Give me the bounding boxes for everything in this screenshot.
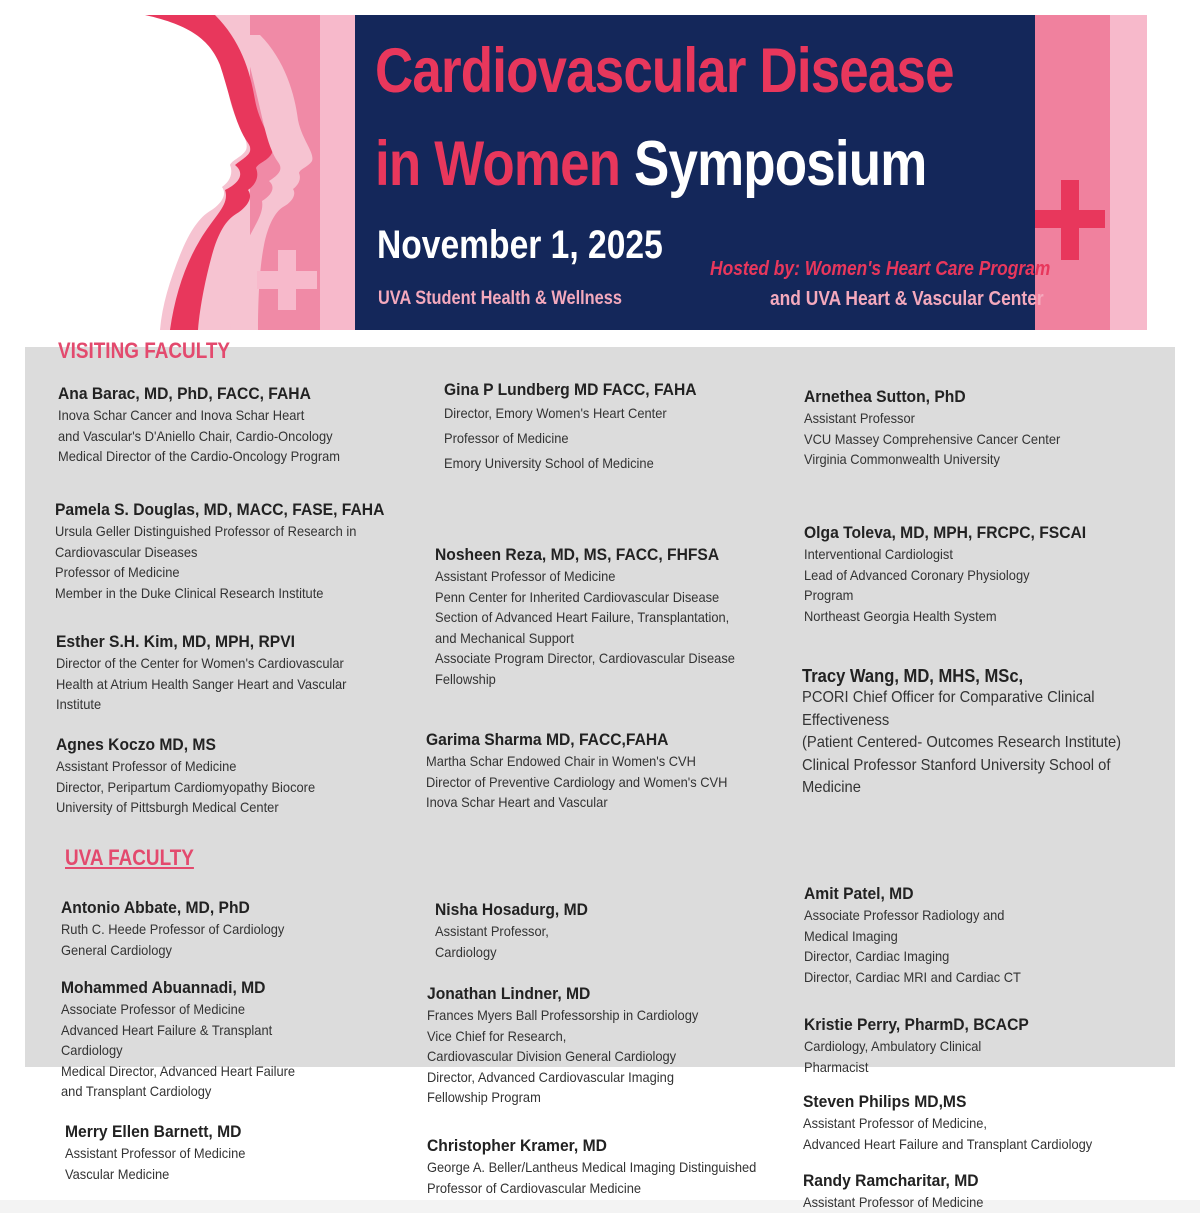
faculty-name: Nosheen Reza, MD, MS, FACC, FHFSA (435, 545, 720, 564)
faculty-title-line: (Patient Centered- Outcomes Research Institute) (802, 734, 1122, 751)
faculty-name: Ana Barac, MD, PhD, FACC, FAHA (58, 384, 311, 403)
faculty-name: Mohammed Abuannadi, MD (61, 978, 266, 997)
faculty-entry (61, 977, 315, 1102)
faculty-name: Pamela S. Douglas, MD, MACC, FASE, FAHA (55, 500, 385, 519)
faculty-title-line: Cardiovascular Diseases (55, 543, 198, 560)
faculty-title-line: Assistant Professor, (435, 923, 549, 939)
faculty-name: Kristie Perry, PharmD, BCACP (804, 1015, 1029, 1034)
event-venue: UVA Student Health & Wellness (378, 288, 622, 309)
faculty-name: Amit Patel, MD (804, 884, 914, 903)
faculty-title-line: Assistant Professor of Medicine (56, 758, 237, 774)
faculty-title-line: Inova Schar Cancer and Inova Schar Heart (58, 407, 305, 423)
faculty-title-line: and Mechanical Support (435, 629, 574, 646)
faculty-entry (803, 1170, 999, 1213)
faculty-title-line: Director, Emory Women's Heart Center (444, 405, 667, 421)
faculty-title-line: Associate Professor of Medicine (61, 1001, 245, 1017)
faculty-title-line: Director, Advanced Cardiovascular Imaging (427, 1068, 674, 1085)
faculty-name: Antonio Abbate, MD, PhD (61, 898, 250, 917)
faculty-entry (804, 1014, 1048, 1077)
faculty-entry (804, 883, 1040, 987)
banner-title-line1: Cardiovascular Disease (375, 36, 954, 106)
faculty-entry (802, 665, 1149, 800)
faculty-entry (804, 522, 1111, 626)
faculty-title-line: Assistant Professor of Medicine (435, 568, 616, 584)
banner-title-line2 (375, 128, 926, 200)
faculty-title-line: Vascular Medicine (65, 1165, 170, 1182)
faculty-title-line: Effectiveness (802, 711, 890, 729)
faculty-name: Jonathan Lindner, MD (427, 984, 591, 1003)
faculty-title-line: Director of the Center for Women's Cardiovascular (56, 655, 344, 671)
faculty-name: Gina P Lundberg MD FACC, FAHA (444, 380, 697, 399)
faculty-title-line: Ursula Geller Distinguished Professor of Research in (55, 523, 357, 539)
faculty-entry (804, 386, 1083, 470)
banner-title-symposium: Symposium (634, 129, 927, 199)
faculty-title-line: Cardiology (61, 1042, 123, 1058)
faculty-title-line: Northeast Georgia Health System (804, 607, 997, 624)
faculty-entry (56, 631, 372, 715)
faculty-title-line: Fellowship (435, 670, 496, 687)
faculty-title-line: Associate Program Director, Cardiovascular Disease (435, 650, 735, 666)
faculty-title-line: Clinical Professor Stanford University School of (802, 756, 1111, 774)
faculty-name: Olga Toleva, MD, MPH, FRCPC, FSCAI (804, 523, 1087, 542)
faculty-title-line: Inova Schar Heart and Vascular (426, 794, 608, 810)
faculty-name: Arnethea Sutton, PhD (804, 387, 966, 406)
faculty-title-line: VCU Massey Comprehensive Cancer Center (804, 430, 1061, 447)
faculty-title-line: Director, Cardiac Imaging (804, 948, 950, 964)
faculty-title-line: George A. Beller/Lantheus Medical Imaging Distinguished (427, 1159, 757, 1175)
faculty-entry (435, 544, 761, 689)
faculty-entry (55, 499, 413, 603)
faculty-entry (444, 379, 719, 476)
faculty-title-line: Director, Peripartum Cardiomyopathy Biocore (56, 778, 316, 795)
uva-faculty-heading: UVA FACULTY (65, 845, 194, 870)
faculty-entry (426, 729, 754, 813)
faculty-name: Tracy Wang, MD, MHS, MSc, (802, 666, 1024, 686)
faculty-title-line: Pharmacist (804, 1058, 869, 1075)
faculty-title-line: Institute (56, 696, 102, 712)
faculty-title-line: Martha Schar Endowed Chair in Women's CVH (426, 753, 696, 769)
faculty-name: Garima Sharma MD, FACC,FAHA (426, 730, 669, 749)
event-date: November 1, 2025 (377, 223, 663, 267)
faculty-title-line: Emory University School of Medicine (444, 455, 654, 471)
faculty-title-line: Lead of Advanced Coronary Physiology (804, 566, 1030, 583)
faculty-name: Merry Ellen Barnett, MD (65, 1122, 242, 1141)
faculty-entry (435, 899, 601, 962)
faculty-title-line: Section of Advanced Heart Failure, Transplantation, (435, 609, 730, 625)
faculty-title-line: Health at Atrium Health Sanger Heart and Vascular (56, 675, 347, 692)
faculty-title-line: Program (804, 587, 854, 603)
faculty-entry (427, 983, 722, 1108)
faculty-name: Agnes Koczo MD, MS (56, 735, 216, 754)
faculty-title-line: Professor of Medicine (444, 430, 569, 446)
faculty-entry (65, 1121, 261, 1184)
faculty-title-line: Assistant Professor of Medicine (65, 1145, 246, 1161)
faculty-name: Esther S.H. Kim, MD, MPH, RPVI (56, 632, 295, 651)
symposium-banner (50, 15, 1147, 330)
faculty-entry (427, 1135, 785, 1198)
faculty-title-line: Assistant Professor of Medicine (803, 1194, 984, 1210)
faculty-title-line: Medical Director, Advanced Heart Failure (61, 1062, 296, 1079)
faculty-title-line: and Transplant Cardiology (61, 1083, 212, 1099)
faculty-title-line: Cardiology, Ambulatory Clinical (804, 1038, 982, 1054)
faculty-name: Nisha Hosadurg, MD (435, 900, 588, 919)
women-silhouettes-illustration (50, 15, 355, 330)
faculty-title-line: Director of Preventive Cardiology and Women's CVH (426, 773, 728, 790)
faculty-title-line: and Vascular's D'Aniello Chair, Cardio-Oncology (58, 427, 333, 444)
faculty-entry (58, 383, 365, 467)
faculty-title-line: Advanced Heart Failure & Transplant (61, 1021, 273, 1038)
faculty-title-line: University of Pittsburgh Medical Center (56, 799, 279, 815)
faculty-title-line: General Cardiology (61, 941, 172, 958)
faculty-title-line: Assistant Professor of Medicine, (803, 1115, 987, 1131)
hosted-by-line2: and UVA Heart & Vascular Center (770, 288, 1044, 310)
faculty-title-line: Cardiology (435, 943, 497, 960)
faculty-title-line: Frances Myers Ball Professorship in Cardiology (427, 1007, 699, 1023)
faculty-title-line: Professor of Medicine (55, 564, 180, 580)
faculty-title-line: Director, Cardiac MRI and Cardiac CT (804, 968, 1021, 985)
visiting-faculty-heading: VISITING FACULTY (58, 338, 231, 360)
faculty-title-line: Cardiovascular Division General Cardiology (427, 1048, 677, 1064)
faculty-entry (56, 734, 338, 818)
faculty-name: Christopher Kramer, MD (427, 1136, 607, 1155)
faculty-name: Randy Ramcharitar, MD (803, 1171, 979, 1190)
faculty-title-line: Fellowship Program (427, 1089, 541, 1105)
faculty-title-line: Interventional Cardiologist (804, 546, 953, 562)
faculty-title-line: Advanced Heart Failure and Transplant Cardiology (803, 1135, 1093, 1152)
faculty-title-line: PCORI Chief Officer for Comparative Clinical (802, 689, 1095, 706)
faculty-title-line: Penn Center for Inherited Cardiovascular Disease (435, 588, 720, 605)
faculty-entry (803, 1091, 1117, 1154)
faculty-title-line: Professor of Cardiovascular Medicine (427, 1179, 642, 1196)
hosted-by-line1: Hosted by: Women's Heart Care Program (710, 258, 1051, 280)
medical-cross-decoration (1035, 15, 1147, 330)
faculty-title-line: Medicine (802, 779, 861, 796)
faculty-title-line: Ruth C. Heede Professor of Cardiology (61, 921, 285, 937)
faculty-title-line: Medical Director of the Cardio-Oncology Program (58, 448, 341, 464)
faculty-title-line: Member in the Duke Clinical Research Institute (55, 584, 324, 601)
faculty-title-line: Virginia Commonwealth University (804, 451, 1000, 467)
banner-title-in-women: in Women (375, 129, 621, 199)
faculty-title-line: Medical Imaging (804, 927, 898, 944)
faculty-title-line: Assistant Professor (804, 410, 915, 426)
faculty-title-line: Associate Professor Radiology and (804, 907, 1005, 923)
faculty-name: Steven Philips MD,MS (803, 1092, 967, 1111)
faculty-title-line: Vice Chief for Research, (427, 1027, 567, 1044)
faculty-entry (61, 897, 304, 960)
